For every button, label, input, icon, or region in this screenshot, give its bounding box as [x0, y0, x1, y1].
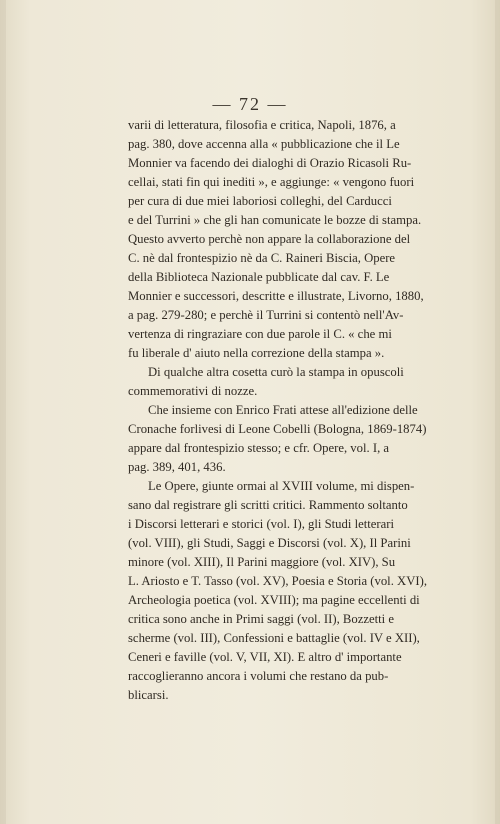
text-line: Archeologia poetica (vol. XVIII); ma pagine eccellenti di	[128, 593, 420, 607]
text-line: fu liberale d' aiuto nella correzione della stampa ».	[128, 346, 385, 360]
text-line: blicarsi.	[128, 688, 169, 702]
text-line: sano dal registrare gli scritti critici. Rammento soltanto	[128, 498, 408, 512]
text-line: a pag. 279-280; e perchè il Turrini si contentò nell'Av-	[128, 308, 404, 322]
text-line: raccoglieranno ancora i volumi che restano da pub-	[128, 669, 389, 683]
text-line: C. nè dal frontespizio nè da C. Raineri Biscia, Opere	[128, 251, 396, 265]
text-line: varii di letteratura, filosofia e critica, Napoli, 1876, a	[128, 118, 396, 132]
text-line: e del Turrini » che gli han comunicate le bozze di stampa.	[128, 213, 422, 227]
text-line: della Biblioteca Nazionale pubblicate dal cav. F. Le	[128, 270, 390, 284]
text-line: per cura di due miei laboriosi colleghi, del Carducci	[128, 194, 392, 208]
text-line: Monnier va facendo dei dialoghi di Orazio Ricasoli Ru-	[128, 156, 412, 170]
text-line: critica sono anche in Primi saggi (vol. II), Bozzetti e	[128, 612, 395, 626]
text-line: appare dal frontespizio stesso; e cfr. Opere, vol. I, a	[128, 441, 390, 455]
text-line: L. Ariosto e T. Tasso (vol. XV), Poesia e Storia (vol. XVI),	[128, 574, 427, 588]
text-line: scherme (vol. III), Confessioni e battaglie (vol. IV e XII),	[128, 631, 420, 645]
text-line: Cronache forlivesi di Leone Cobelli (Bologna, 1869-1874)	[128, 422, 427, 436]
text-line: cellai, stati fin qui inediti », e aggiunge: « vengono fuori	[128, 175, 415, 189]
text-line: minore (vol. XIII), Il Parini maggiore (vol. XIV), Su	[128, 555, 396, 569]
page-edge-right	[495, 0, 500, 824]
text-line: pag. 389, 401, 436.	[128, 460, 226, 474]
text-line: Monnier e successori, descritte e illustrate, Livorno, 1880,	[128, 289, 424, 303]
text-line: vertenza di ringraziare con due parole il C. « che mi	[128, 327, 392, 341]
text-line: Di qualche altra cosetta curò la stampa in opuscoli	[148, 365, 404, 379]
text-line: pag. 380, dove accenna alla « pubblicazione che il Le	[128, 137, 400, 151]
text-line: Le Opere, giunte ormai al XVIII volume, mi dispen-	[148, 479, 415, 493]
page-edge-left	[0, 0, 6, 824]
text-line: Questo avverto perchè non appare la collaborazione del	[128, 232, 411, 246]
page-number: — 72 —	[212, 94, 288, 114]
text-line: Che insieme con Enrico Frati attese all'edizione delle	[148, 403, 418, 417]
text-line: Ceneri e faville (vol. V, VII, XI). E altro d' importante	[128, 650, 402, 664]
text-line: (vol. VIII), gli Studi, Saggi e Discorsi (vol. X), Il Parini	[128, 536, 411, 550]
page-body-text	[128, 116, 439, 705]
text-line: commemorativi di nozze.	[128, 384, 258, 398]
text-line: i Discorsi letterari e storici (vol. I), gli Studi letterari	[128, 517, 395, 531]
